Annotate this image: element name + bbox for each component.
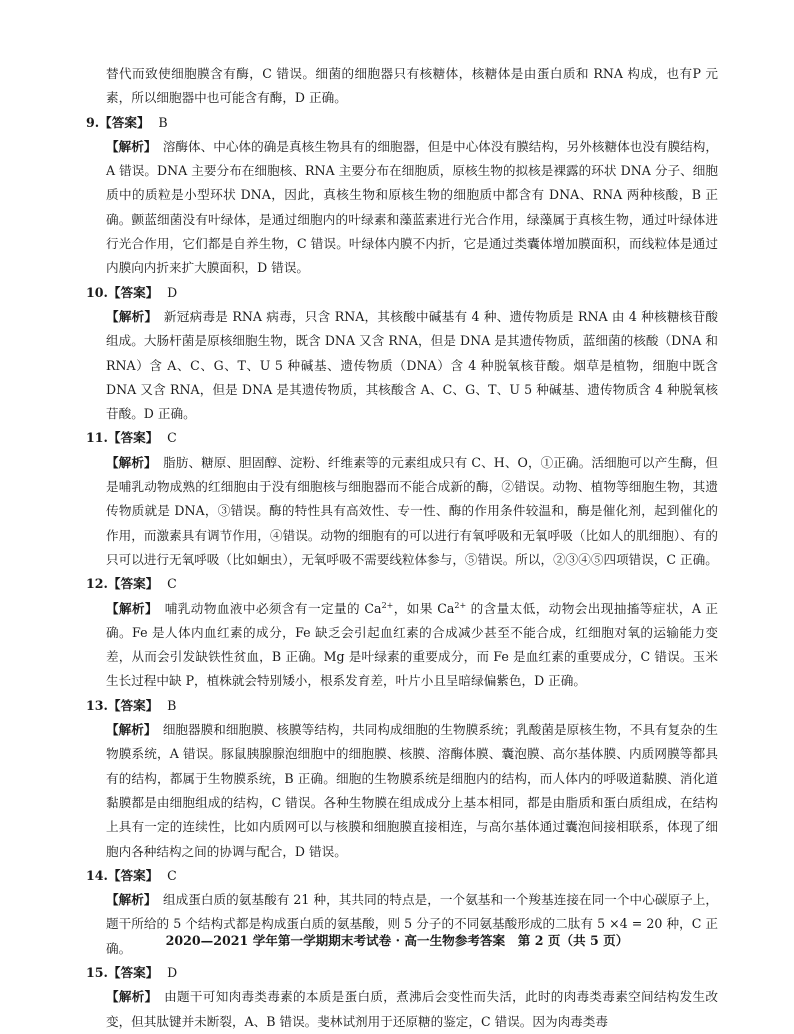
analysis-label: 【解析】 [106, 138, 151, 154]
question-number: 12. [86, 576, 108, 592]
answer-label: 【答案】 [107, 697, 159, 713]
answer-letter: D [167, 284, 178, 300]
analysis-text: 由题干可知肉毒类毒素的本质是蛋白质，煮沸后会变性而失活，此时的肉毒类毒素空间结构发生改变，但其肽键并未断裂，A、B 错误。斐林试剂用于还原糖的鉴定，C 错误。因为肉毒类毒 [106, 989, 719, 1029]
analysis-label: 【解析】 [106, 600, 152, 616]
question-number: 13. [86, 697, 108, 713]
question-number: 10. [86, 284, 108, 300]
answer-label: 【答案】 [99, 114, 150, 130]
answer-letter: C [167, 576, 177, 592]
question-13 [86, 694, 718, 864]
answer-label: 【答案】 [107, 964, 159, 980]
analysis-text: 细胞器膜和细胞膜、核膜等结构，共同构成细胞的生物膜系统；乳酸菌是原核生物，不具有复杂的生物膜系统，A 错误。豚鼠胰腺腺泡细胞中的细胞膜、核膜、溶酶体膜、囊泡膜、高尔基体膜、内质网膜等都具有的结构，都属于生物膜系统，B 正确。细胞的生物膜系统是细胞内的结构，而人体内的呼吸道黏膜、消化道黏膜都是由细胞组成的结构，C 错误。各种生物膜在组成成分上基本相同，都是由脂质和蛋白质组成，在结构上具有一定的连续性，比如内质网可以与核膜和细胞膜直接相连，与高尔基体通过囊泡间接相联系，体现了细胞内各种结构之间的协调与配合，D 错误。 [106, 722, 719, 859]
question-number: 15. [86, 964, 108, 980]
analysis-text: 组成蛋白质的氨基酸有 21 种，其共同的特点是，一个氨基和一个羧基连接在同一个中心碳原子上，题干所给的 5 个结构式都是构成蛋白质的氨基酸，则 5 分子的不同氨基酸形成的二肽有 5 ×4 = 20 种，C 正确。 [106, 892, 719, 956]
calcium-charge: 2+ [381, 600, 394, 610]
answer-label: 【答案】 [107, 867, 159, 883]
answer-letter: C [167, 867, 177, 883]
page-content [86, 62, 718, 1034]
answer-label: 【答案】 [107, 576, 159, 592]
analysis-label: 【解析】 [106, 989, 152, 1005]
analysis-text-post: 的含量太低，动物会出现抽搐等症状，A 正确。Fe 是人体内血红素的成分，Fe 缺乏会引起血红素的合成减少甚至不能合成，红细胞对氧的运输能力变差，从而会引发缺铁性贫血，B 正确。Mg 是叶绿素的重要成分，而 Fe 是血红素的重要成分，C 错误。玉米生长过程中缺 P，植株就会特别矮小，根系发育差，叶片小且呈暗绿偏紫色，D 正确。 [106, 600, 719, 689]
analysis-text: 溶酶体、中心体的确是真核生物具有的细胞器，但是中心体没有膜结构，另外核糖体也没有膜结构，A 错误。DNA 主要分布在细胞核、RNA 主要分布在细胞质，原核生物的拟核是裸露的环状 DNA 分子、细胞质中的质粒是小型环状 DNA，因此，真核生物和原核生物的细胞质中都含有 DNA、RNA 两种核酸，B 正确。颤蓝细菌没有叶绿体，是通过细胞内的叶绿素和藻蓝素进行光合作用，绿藻属于真核生物，通过叶绿体进行光合作用，它们都是自养生物，C 错误。叶绿体内膜不内折，它是通过类囊体增加膜面积，而线粒体是通过内膜向内折来扩大膜面积，D 错误。 [106, 138, 719, 276]
carryover-paragraph: 替代而致使细胞膜含有酶，C 错误。细菌的细胞器只有核糖体，核糖体是由蛋白质和 RNA 构成，也有P 元素，所以细胞器中也可能含有酶，D 正确。 [106, 66, 718, 106]
analysis-text-mid: ，如果 Ca [393, 600, 455, 616]
answer-letter: B [158, 114, 168, 130]
analysis-label: 【解析】 [106, 308, 152, 324]
question-12 [86, 572, 718, 693]
question-number: 9. [86, 114, 100, 130]
question-number: 14. [86, 867, 108, 883]
question-10 [86, 281, 718, 427]
answer-letter: D [167, 964, 178, 980]
calcium-charge: 2+ [454, 600, 467, 610]
analysis-label: 【解析】 [106, 722, 151, 738]
analysis-text: 脂肪、糖原、胆固醇、淀粉、纤维素等的元素组成只有 C、H、O，①正确。活细胞可以产生酶，但是哺乳动物成熟的红细胞由于没有细胞核与细胞器而不能合成新的酶，②错误。动物、植物等细胞生物，其遗传物质就是 DNA，③错误。酶的特性具有高效性、专一性、酶的作用条件较温和，酶是催化剂，起到催化的作用，而激素具有调节作用，④错误。动物的细胞有的可以进行有氧呼吸和无氧呼吸（比如人的肌细胞）、有的只可以进行无氧呼吸（比如蛔虫），无氧呼吸不需要线粒体参与，⑤错误。所以，②③④⑤四项错误，C 正确。 [106, 454, 719, 567]
answer-label: 【答案】 [107, 430, 159, 446]
question-11 [86, 426, 718, 572]
question-15 [86, 961, 718, 1034]
answer-letter: C [167, 430, 177, 446]
analysis-text: 新冠病毒是 RNA 病毒，只含 RNA，其核酸中碱基有 4 种、遗传物质是 RNA 由 4 种核糖核苷酸组成。大肠杆菌是原核细胞生物，既含 DNA 又含 RNA，但是 DNA 是其遗传物质，蓝细菌的核酸（DNA 和 RNA）含 A、C、G、T、U 5 种碱基、遗传物质（DNA）含 4 种脱氧核苷酸。烟草是植物，细胞中既含 DNA 又含 RNA，但是 DNA 是其遗传物质，其核酸含 A、C、G、T、U 5 种碱基、遗传物质含 4 种脱氧核苷酸。D 正确。 [106, 308, 719, 422]
analysis-label: 【解析】 [106, 892, 151, 908]
analysis-text-pre: 哺乳动物血液中必须含有一定量的 Ca [164, 600, 382, 616]
answer-letter: B [167, 697, 177, 713]
answer-label: 【答案】 [107, 284, 159, 300]
question-9 [86, 111, 718, 281]
question-number: 11. [86, 430, 108, 446]
page-footer: 2020—2021 学年第一学期期末考试卷 · 高一生物参考答案 第 2 页（共 5 页） [165, 933, 629, 948]
analysis-label: 【解析】 [106, 454, 151, 470]
